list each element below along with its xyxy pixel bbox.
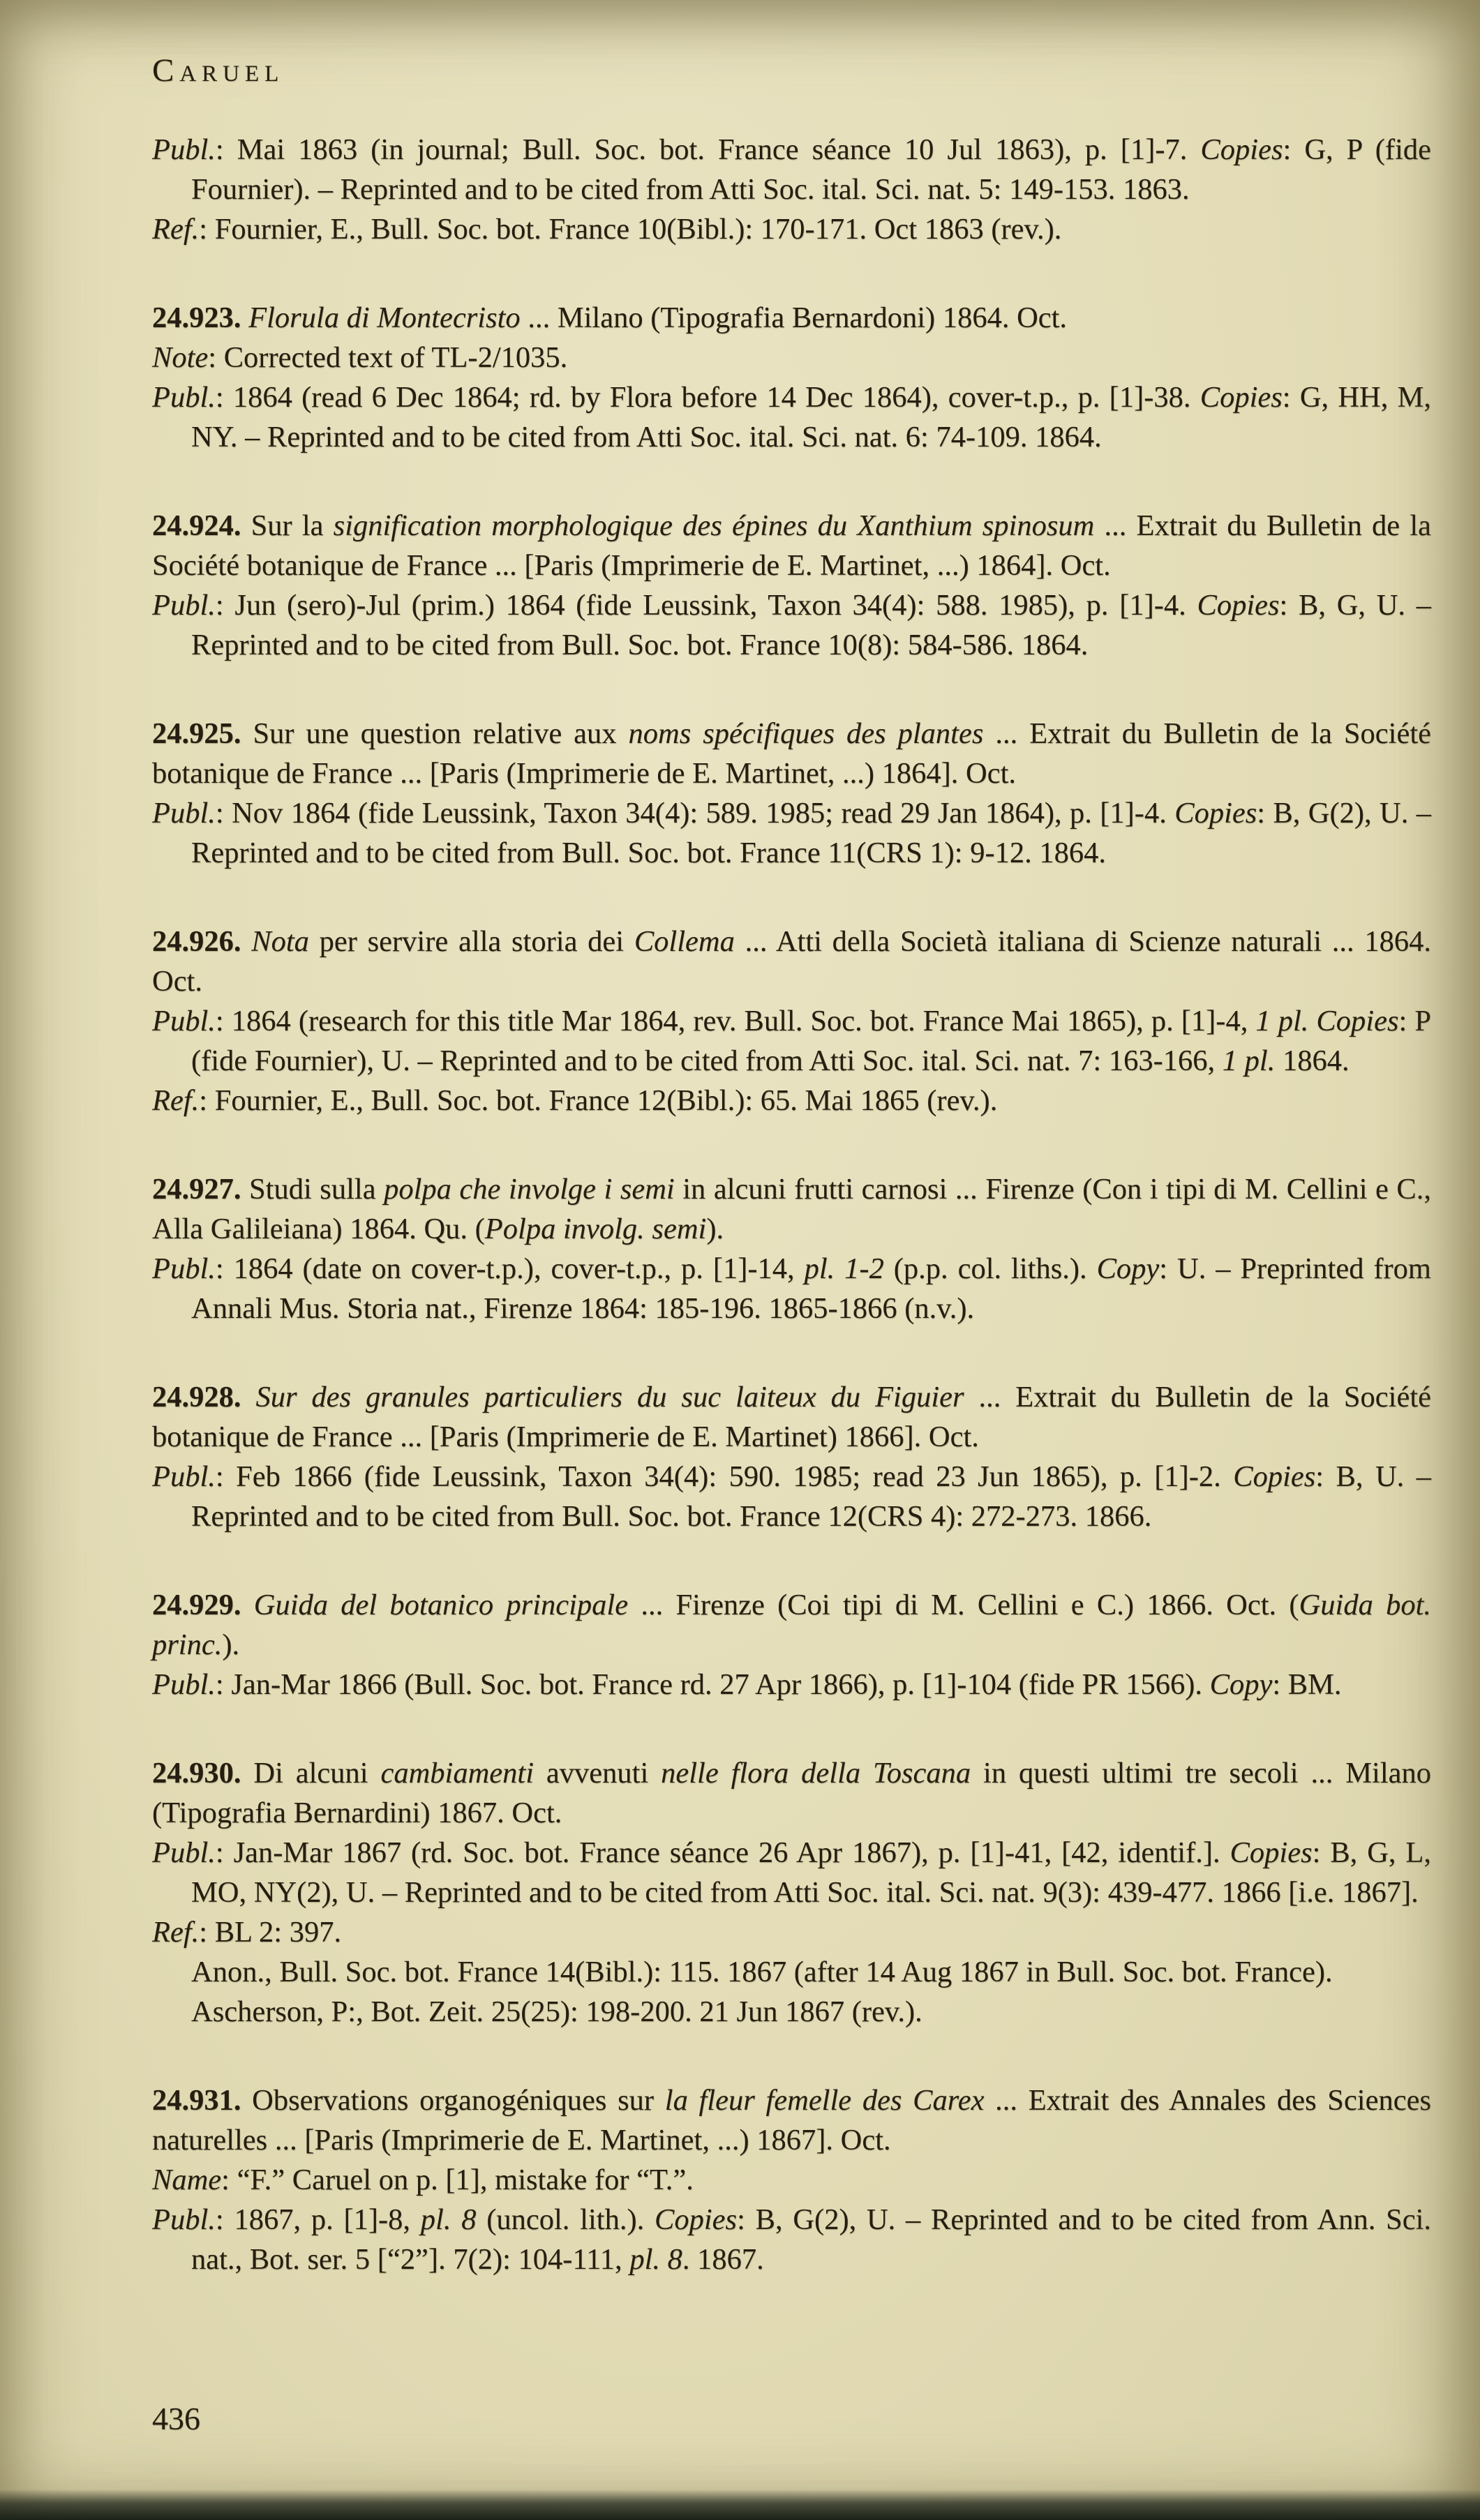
entry-paragraph (152, 922, 1431, 1001)
entry-paragraph (152, 377, 1431, 457)
scan-edge-shadow (0, 2489, 1480, 2520)
entry-number: 24.928. (152, 1381, 241, 1413)
text-run: Anon., Bull. Soc. bot. France 14(Bibl.): 115. 1867 (after 14 Aug 1867 in Bull. Soc. bot. France). (191, 1956, 1333, 1988)
text-run: : Nov 1864 (fide Leussink, Taxon 34(4): 589. 1985; read 29 Jan 1864), p. [1]-4. (215, 797, 1175, 830)
italic-text: pl. 1-2 (804, 1252, 884, 1285)
page-number: 436 (152, 2401, 200, 2436)
italic-text: la fleur femelle des Carex (664, 2084, 985, 2117)
text-run: : BL 2: 397. (199, 1916, 342, 1949)
text-run: : B, U. – Reprinted and to be cited from Bull. Soc. bot. France 12(CRS 4): 272-273. 1866. (191, 1460, 1431, 1533)
italic-text: Publ. (152, 381, 216, 414)
entry-number: 24.925. (152, 717, 241, 750)
text-run: : “F.” Caruel on p. [1], mistake for “T.”. (221, 2163, 694, 2196)
bibliography-entry (152, 1377, 1431, 1536)
text-run: ... Atti della Società italiana di Scienze naturali ... 1864. Oct. (152, 925, 1431, 998)
text-run: Ascherson, P:, Bot. Zeit. 25(25): 198-200. 21 Jun 1867 (rev.). (191, 1995, 922, 2028)
italic-text: Sur des granules particuliers du suc laiteux du Figuier (255, 1381, 964, 1413)
text-run: 1864. (1275, 1044, 1350, 1077)
text-run: ). (706, 1213, 724, 1245)
entry-paragraph (152, 298, 1431, 338)
italic-text: Copies (1199, 381, 1283, 414)
italic-text: Publ. (152, 1252, 216, 1285)
entry-number: 24.926. (152, 925, 241, 958)
italic-text: Publ. (152, 1460, 216, 1493)
italic-text: Guida bot. princ. (152, 1589, 1431, 1661)
entry-paragraph (152, 1457, 1431, 1536)
bibliography-entry (152, 1585, 1431, 1704)
entry-paragraph (152, 2160, 1431, 2200)
text-run: ... Extrait des Annales des Sciences naturelles ... [Paris (Imprimerie de E. Martinet, ...) 1867]. Oct. (152, 2084, 1431, 2157)
italic-text: Copies (1197, 589, 1280, 622)
page-content (152, 52, 1431, 2279)
text-run: Di alcuni (241, 1757, 381, 1790)
text-run: : B, G(2), U. – Reprinted and to be cited from Ann. Sci. nat., Bot. ser. 5 [“2”]. 7(2): 104-111, (191, 2203, 1431, 2276)
bibliography-entry (152, 130, 1431, 249)
text-run: : B, G, L, MO, NY(2), U. – Reprinted and to be cited from Atti Soc. ital. Sci. nat. 9(3): 439-477. 1866 [i.e. 1867]. (191, 1836, 1431, 1909)
entry-number: 24.931. (152, 2084, 241, 2117)
entry-paragraph (152, 1952, 1431, 1992)
text-run: in questi ultimi tre secoli ... Milano (Tipografia Bernardini) 1867. Oct. (152, 1757, 1432, 1829)
text-run (241, 925, 252, 958)
entry-number: 24.929. (152, 1589, 241, 1621)
text-run: : 1864 (research for this title Mar 1864, rev. Bull. Soc. bot. France Mai 1865), p. [1]-4, (215, 1005, 1256, 1037)
text-run: . 1867. (682, 2243, 764, 2276)
text-run: Observations organogéniques sur (241, 2084, 665, 2117)
entry-paragraph (152, 1753, 1431, 1833)
italic-text: cambiamenti (380, 1757, 535, 1790)
entry-paragraph (152, 1585, 1431, 1665)
italic-text: Publ. (152, 1005, 216, 1037)
text-run: per servire alla storia dei (308, 925, 634, 958)
italic-text: signification morphologique des épines du Xanthium spinosum (333, 509, 1095, 542)
text-run: : 1867, p. [1]-8, (215, 2203, 421, 2236)
italic-text: Name (152, 2163, 222, 2196)
italic-text: 1 pl. Copies (1255, 1005, 1399, 1037)
text-run: (p.p. col. liths.). (883, 1252, 1097, 1285)
text-run: : Mai 1863 (in journal; Bull. Soc. bot. France séance 10 Jul 1863), p. [1]-7. (215, 133, 1201, 166)
text-run (241, 1381, 256, 1413)
italic-text: Publ. (152, 133, 216, 166)
italic-text: Publ. (152, 797, 216, 830)
italic-text: Copies (655, 2203, 738, 2236)
text-run: (uncol. lith.). (476, 2203, 655, 2236)
italic-text: Publ. (152, 589, 216, 622)
italic-text: Note (152, 341, 209, 374)
italic-text: Ref. (152, 1084, 200, 1117)
bibliography-entry (152, 2080, 1431, 2279)
entry-paragraph (152, 793, 1431, 873)
italic-text: Nota (251, 925, 309, 958)
entry-paragraph (152, 1001, 1431, 1081)
entry-paragraph (152, 2200, 1431, 2279)
italic-text: Guida del botanico principale (253, 1589, 629, 1621)
bibliography-entry (152, 1169, 1431, 1328)
entry-paragraph (152, 209, 1431, 249)
entry-paragraph (152, 130, 1431, 209)
italic-text: Copy (1209, 1668, 1273, 1701)
text-run: ... Firenze (Coi tipi di M. Cellini e C.) 1866. Oct. ( (628, 1589, 1299, 1621)
italic-text: Ref. (152, 1916, 200, 1949)
entries (152, 130, 1431, 2279)
italic-text: Publ. (152, 1836, 216, 1869)
bibliography-entry (152, 506, 1431, 665)
entry-number: 24.927. (152, 1173, 241, 1206)
entry-paragraph (152, 338, 1431, 377)
entry-paragraph (152, 1833, 1431, 1912)
entry-paragraph (152, 1992, 1431, 2032)
entry-number: 24.924. (152, 509, 241, 542)
italic-text: Florula di Montecristo (248, 301, 521, 334)
text-run: : 1864 (read 6 Dec 1864; rd. by Flora before 14 Dec 1864), cover-t.p., p. [1]-38. (215, 381, 1200, 414)
text-run: : U. – Preprinted from Annali Mus. Storia nat., Firenze 1864: 185-196. 1865-1866 (n.v.). (191, 1252, 1431, 1325)
text-run: ... Milano (Tipografia Bernardoni) 1864. Oct. (520, 301, 1068, 334)
text-run: : G, P (fide Fournier). – Reprinted and to be cited from Atti Soc. ital. Sci. nat. 5: 149-153. 1863. (191, 133, 1431, 206)
italic-text: Publ. (152, 1668, 216, 1701)
text-run: : Jan-Mar 1867 (rd. Soc. bot. France séance 26 Apr 1867), p. [1]-41, [42, identif.]. (215, 1836, 1230, 1869)
text-run: ... Extrait du Bulletin de la Société botanique de France ... [Paris (Imprimerie de E. Martinet) 1866]. Oct. (152, 1381, 1431, 1453)
text-run: : Corrected text of TL-2/1035. (208, 341, 568, 374)
text-run: : Fournier, E., Bull. Soc. bot. France 10(Bibl.): 170-171. Oct 1863 (rev.). (199, 213, 1062, 246)
entry-paragraph (152, 1377, 1431, 1457)
text-run: ... Extrait du Bulletin de la Société botanique de France ... [Paris (Imprimerie de E. Martinet, ...) 1864]. Oct. (152, 509, 1431, 582)
bibliography-entry (152, 922, 1431, 1120)
text-run: avvenuti (534, 1757, 661, 1790)
italic-text: Copies (1174, 797, 1257, 830)
text-run: in alcuni frutti carnosi ... Firenze (Con i tipi di M. Cellini e C., Alla Galileiana) 1864. Qu. ( (152, 1173, 1431, 1245)
entry-paragraph (152, 1169, 1431, 1249)
italic-text: Copies (1229, 1836, 1313, 1869)
entry-paragraph (152, 506, 1431, 585)
text-run: : B, G(2), U. – Reprinted and to be cited from Bull. Soc. bot. France 11(CRS 1): 9-12. 1864. (191, 797, 1431, 869)
entry-paragraph (152, 714, 1431, 793)
text-run: : B, G, U. – Reprinted and to be cited from Bull. Soc. bot. France 10(8): 584-586. 1864. (191, 589, 1431, 661)
text-run: Sur la (241, 509, 334, 542)
italic-text: Polpa involg. semi (484, 1213, 707, 1245)
italic-text: Publ. (152, 2203, 216, 2236)
italic-text: Ref. (152, 213, 200, 246)
bibliography-entry (152, 714, 1431, 873)
italic-text: pl. 8 (420, 2203, 477, 2236)
italic-text: polpa che involge i semi (384, 1173, 675, 1206)
entry-paragraph (152, 585, 1431, 665)
entry-paragraph (152, 1081, 1431, 1120)
italic-text: Copies (1233, 1460, 1316, 1493)
italic-text: nelle flora della Toscana (661, 1757, 971, 1790)
text-run: : P (fide Fournier), U. – Reprinted and to be cited from Atti Soc. ital. Sci. nat. 7: 163-166, (191, 1005, 1431, 1077)
text-run: Studi sulla (241, 1173, 384, 1206)
text-run (241, 301, 249, 334)
bibliography-entry (152, 298, 1431, 457)
italic-text: Copy (1096, 1252, 1160, 1285)
entry-paragraph (152, 2080, 1431, 2160)
entry-number: 24.930. (152, 1757, 241, 1790)
text-run: : Fournier, E., Bull. Soc. bot. France 12(Bibl.): 65. Mai 1865 (rev.). (199, 1084, 998, 1117)
text-run (241, 1589, 254, 1621)
text-run: : BM. (1272, 1668, 1342, 1701)
entry-paragraph (152, 1665, 1431, 1704)
italic-text: Collema (634, 925, 735, 958)
text-run: : Jan-Mar 1866 (Bull. Soc. bot. France rd. 27 Apr 1866), p. [1]-104 (fide PR 1566). (215, 1668, 1210, 1701)
text-run: : 1864 (date on cover-t.p.), cover-t.p., p. [1]-14, (215, 1252, 805, 1285)
text-run: : G, HH, M, NY. – Reprinted and to be cited from Atti Soc. ital. Sci. nat. 6: 74-109. 1864. (191, 381, 1431, 453)
italic-text: noms spécifiques des plantes (628, 717, 984, 750)
bibliography-entry (152, 1753, 1431, 2032)
running-header: Caruel (152, 52, 285, 89)
italic-text: 1 pl. (1222, 1044, 1276, 1077)
text-run: Sur une question relative aux (241, 717, 629, 750)
text-run: : Jun (sero)-Jul (prim.) 1864 (fide Leussink, Taxon 34(4): 588. 1985), p. [1]-4. (215, 589, 1197, 622)
entry-paragraph (152, 1249, 1431, 1328)
italic-text: Copies (1200, 133, 1283, 166)
entry-number: 24.923. (152, 301, 241, 334)
text-run: ... Extrait du Bulletin de la Société botanique de France ... [Paris (Imprimerie de E. Martinet, ...) 1864]. Oct. (152, 717, 1431, 790)
text-run: ). (222, 1628, 240, 1661)
text-run: : Feb 1866 (fide Leussink, Taxon 34(4): 590. 1985; read 23 Jun 1865), p. [1]-2. (215, 1460, 1234, 1493)
italic-text: pl. 8 (629, 2243, 682, 2276)
entry-paragraph (152, 1912, 1431, 1952)
